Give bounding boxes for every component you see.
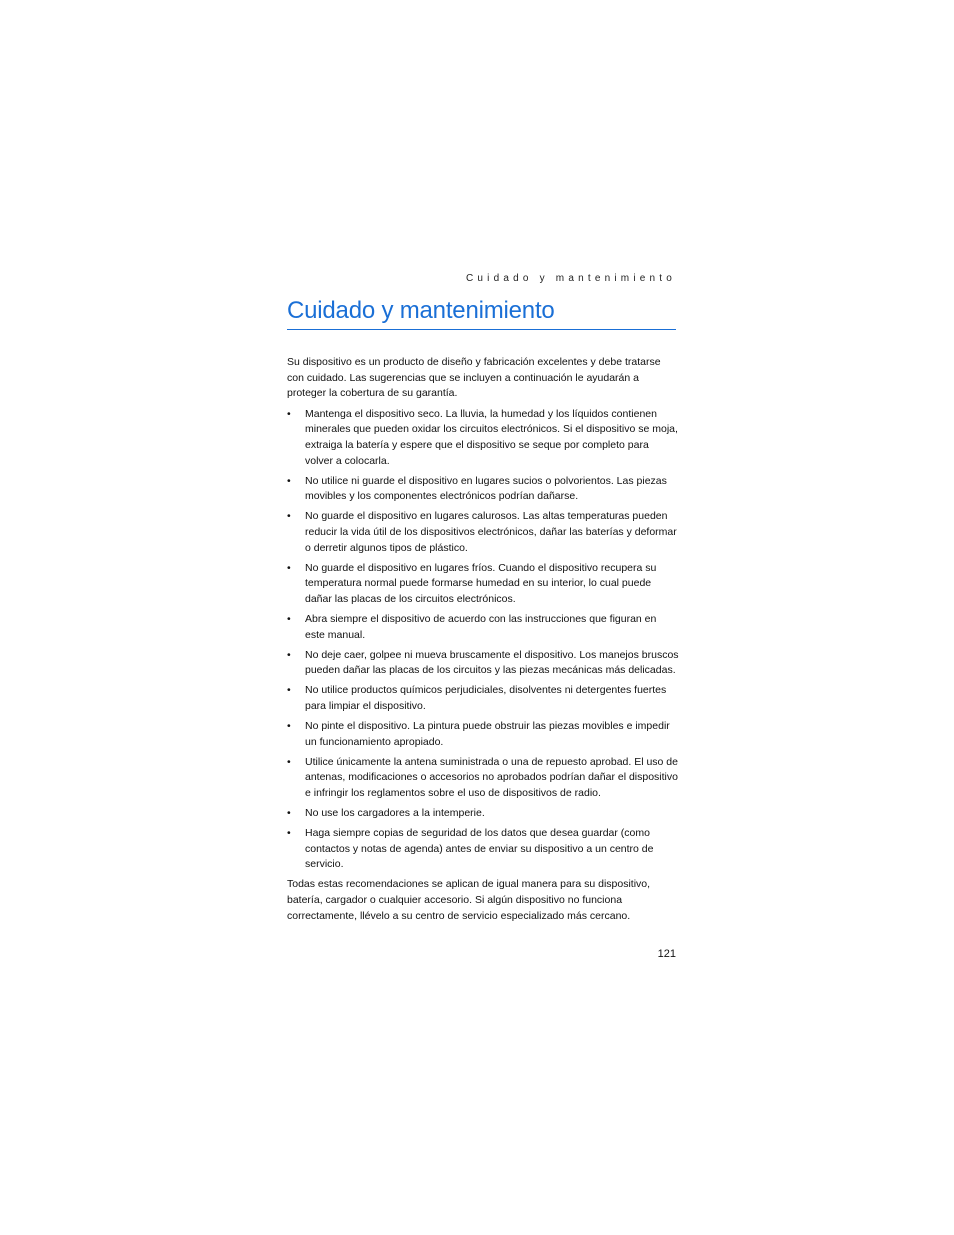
list-item xyxy=(287,612,679,643)
list-item xyxy=(287,407,679,469)
list-item xyxy=(287,683,679,714)
body-content xyxy=(287,355,679,924)
bullet-icon: • xyxy=(287,474,291,487)
bullet-icon: • xyxy=(287,755,291,768)
bullet-icon: • xyxy=(287,510,291,523)
list-item-text: No pinte el dispositivo. La pintura puede obstruir las piezas movibles e impedir un funcionamiento apropiado. xyxy=(305,719,670,748)
list-item xyxy=(287,826,679,873)
list-item-text: Mantenga el dispositivo seco. La lluvia, la humedad y los líquidos contienen minerales que pueden oxidar los circuitos electrónicos. Si el dispositivo se moja, extraiga la batería y espere que el dispositivo se seque por completo para volver a colocarla. xyxy=(305,407,678,467)
list-item-text: Utilice únicamente la antena suministrada o una de repuesto aprobad. El uso de antenas, modificaciones o accesorios no aprobados podrían dañar el dispositivo e infringir los reglamentos sobre el uso de dispositivos de radio. xyxy=(305,755,678,799)
bullet-icon: • xyxy=(287,684,291,697)
list-item xyxy=(287,474,679,505)
list-item-text: No utilice productos químicos perjudiciales, disolventes ni detergentes fuertes para limpiar el dispositivo. xyxy=(305,684,667,712)
list-item xyxy=(287,561,679,608)
bullet-icon: • xyxy=(287,806,291,819)
list-item xyxy=(287,648,679,679)
list-item xyxy=(287,719,679,750)
bullet-icon: • xyxy=(287,719,291,732)
bullet-icon: • xyxy=(287,827,291,840)
list-item-text: No guarde el dispositivo en lugares fríos. Cuando el dispositivo recupera su temperatura normal puede formarse humedad en su interior, lo cual puede dañar las placas de los circuitos electrónicos. xyxy=(305,561,657,605)
care-tips-list xyxy=(287,407,679,873)
list-item xyxy=(287,755,679,802)
bullet-icon: • xyxy=(287,612,291,625)
bullet-icon: • xyxy=(287,561,291,574)
page-title: Cuidado y mantenimiento xyxy=(287,296,676,330)
list-item-text: Abra siempre el dispositivo de acuerdo con las instrucciones que figuran en este manual. xyxy=(305,612,657,641)
intro-paragraph: Su dispositivo es un producto de diseño y fabricación excelentes y debe tratarse con cuidado. Las sugerencias que se incluyen a continuación le ayudarán a proteger la cobertura de su garantía. xyxy=(287,356,661,400)
list-item xyxy=(287,509,679,556)
list-item-text: No use los cargadores a la intemperie. xyxy=(305,806,485,819)
list-item-text: No guarde el dispositivo en lugares calurosos. Las altas temperaturas pueden reducir la vida útil de los dispositivos electrónicos, dañar las baterías y deformar o derretir algunos tipos de plástico. xyxy=(305,510,677,554)
bullet-icon: • xyxy=(287,648,291,661)
page-number: 121 xyxy=(657,948,676,960)
list-item xyxy=(287,806,679,822)
closing-paragraph: Todas estas recomendaciones se aplican de igual manera para su dispositivo, batería, cargador o cualquier accesorio. Si algún dispositivo no funciona correctamente, llévelo a su centro de servicio especializado más cercano. xyxy=(287,878,651,922)
list-item-text: Haga siempre copias de seguridad de los datos que desea guardar (como contactos y notas de agenda) antes de enviar su dispositivo a un centro de servicio. xyxy=(305,827,654,871)
list-item-text: No utilice ni guarde el dispositivo en lugares sucios o polvorientos. Las piezas movibles y los componentes electrónicos podrían dañarse. xyxy=(305,474,667,503)
list-item-text: No deje caer, golpee ni mueva bruscamente el dispositivo. Los manejos bruscos pueden dañar las placas de los circuitos y las piezas mecánicas más delicadas. xyxy=(305,648,679,677)
running-header: Cuidado y mantenimiento xyxy=(466,273,676,284)
bullet-icon: • xyxy=(287,407,291,420)
